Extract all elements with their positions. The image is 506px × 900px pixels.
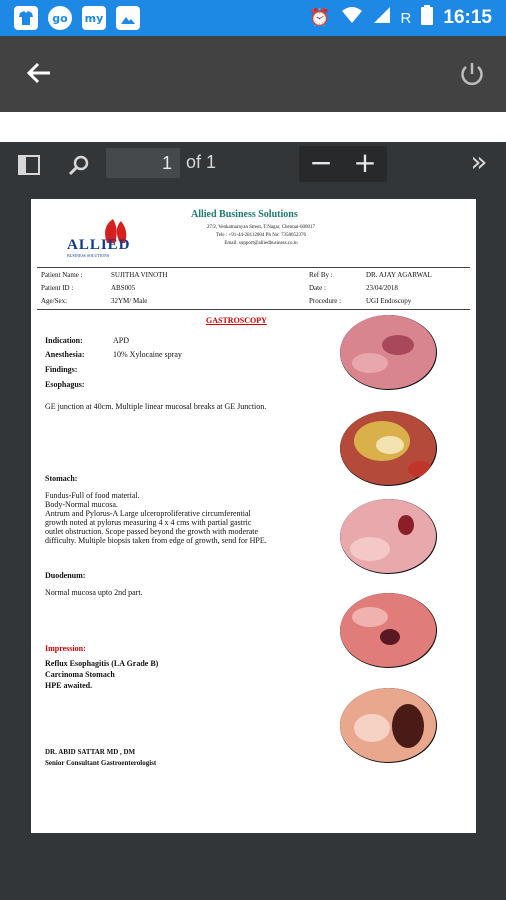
patient-id: ABS005 [111,284,136,292]
indication-value: APD [113,336,130,345]
impression-label: Impression: [45,644,86,653]
stomach-line: Fundus-Full of food material. [45,491,140,500]
patient-name-label: Patient Name : [41,271,83,279]
app-bar [0,36,506,112]
network-type-label: R [400,9,412,27]
address-line: Tele : +91-44-28112004 Ph No: 7358052376 [216,233,306,238]
stomach-line: growth noted at pylorus measuring 4 x 4 cms with partial gastric [45,518,252,527]
stomach-line: Antrum and Pylorus-A Large ulceroproliferative circumferential [45,509,251,518]
battery-icon [421,5,433,31]
duodenum-text: Normal mucosa upto 2nd part. [45,588,143,597]
divider [37,309,470,310]
arrow-back-icon[interactable] [24,58,56,90]
content-top-strip [0,112,506,142]
section-title: GASTROSCOPY [206,316,267,325]
stomach-line: Body-Normal mucosa. [45,500,118,509]
esophagus-label: Esophagus: [45,380,85,389]
sidebar-toggle-icon[interactable] [14,150,44,180]
alarm-icon: ⏰ [309,8,331,28]
search-icon[interactable] [64,150,94,180]
page-count-label: of 1 [186,152,217,172]
endoscopy-image [340,315,437,390]
more-tools-button[interactable]: » [470,144,488,178]
ref-by-label: Ref By : [309,271,333,279]
indication-label: Indication: [45,336,83,345]
page-number-input[interactable]: 1 [106,148,180,178]
go-app-icon: go [48,6,72,30]
anesthesia-value: 10% Xylocaine spray [113,350,182,359]
procedure: UGI Endoscopy [366,297,412,305]
address-line: 27/2, Venkatnarayan Street, T.Nagar, Chennai-600017 [206,225,316,230]
patient-id-label: Patient ID : [41,284,74,292]
esophagus-text: GE junction at 40cm. Multiple linear mucosal breaks at GE Junction. [45,402,267,411]
clock: 16:15 [443,7,492,28]
procedure-label: Procedure : [309,297,342,305]
age-sex: 32YM/ Male [111,297,148,305]
wifi-icon [341,6,363,30]
stomach-line: outlet obstruction. Scope passed beyond the growth with moderate [45,527,259,536]
doctor-name: DR. ABID SATTAR MD , DM [45,748,136,756]
endoscopy-image [340,593,437,668]
findings-label: Findings: [45,365,78,374]
ref-by: DR. AJAY AGARWAL [366,271,432,279]
signal-icon [373,6,391,30]
stomach-label: Stomach: [45,474,78,483]
stomach-line: difficulty. Multiple biopsis taken from edge of growth, send for HPE. [45,536,267,545]
my-app-icon: my [82,6,106,30]
power-icon[interactable] [458,60,488,90]
status-bar [0,0,506,36]
company-address [161,224,361,248]
endoscopy-image [340,499,437,574]
zoom-out-button[interactable]: − [309,146,333,179]
company-name: Allied Business Solutions [191,209,298,220]
gallery-icon [116,6,140,30]
impression-line: HPE awaited. [45,681,93,690]
endoscopy-image [340,688,437,763]
age-sex-label: Age/Sex: [41,297,68,305]
pdf-page [31,199,476,833]
impression-line: Carcinoma Stomach [45,670,115,679]
endoscopy-image [340,411,437,486]
date-label: Date : [309,284,326,292]
patient-name: SUJITHA VINOTH [111,271,168,279]
zoom-in-button[interactable]: + [353,146,377,179]
shirt-notification-icon [14,6,38,30]
address-line: Email: support@alliedbusiness.co.in [224,241,298,246]
logo-text: ALLIED [67,237,131,253]
zoom-controls [299,146,387,182]
stomach-text [45,491,330,545]
report-date: 23/04/2018 [366,284,398,292]
divider [37,267,470,268]
logo-subtext: BUSINESS SOLUTIONS [67,253,110,258]
duodenum-label: Duodenum: [45,571,86,580]
doctor-title: Senior Consultant Gastroenterologist [45,759,157,767]
anesthesia-label: Anesthesia: [45,350,85,359]
impression-line: Reflux Esophagitis (LA Grade B) [45,659,159,668]
